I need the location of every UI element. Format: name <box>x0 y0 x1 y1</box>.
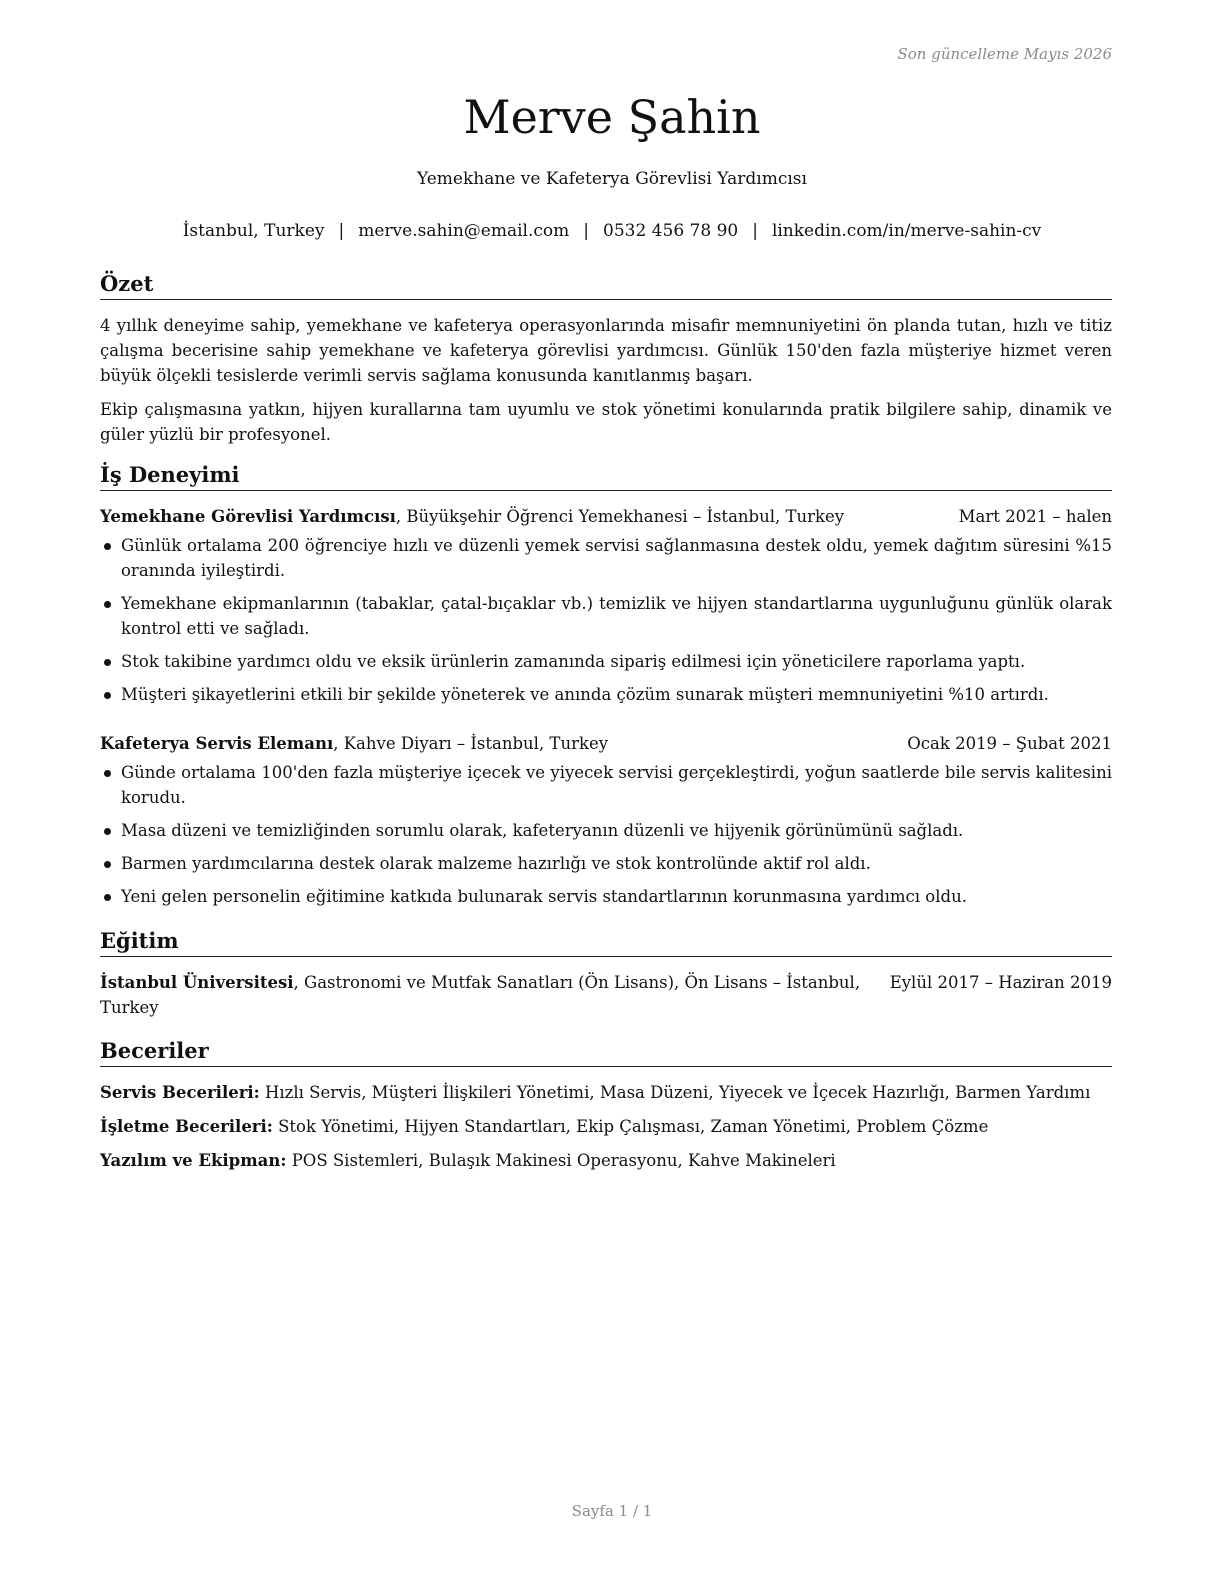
education-entry <box>100 970 1112 1020</box>
bullet-item: Barmen yardımcılarına destek olarak malzeme hazırlığı ve stok kontrolünde aktif rol aldı. <box>100 851 1112 876</box>
job-bullets <box>100 760 1112 909</box>
job-entry <box>100 731 1112 909</box>
job-org: , Kahve Diyarı – İstanbul, Turkey <box>333 734 609 753</box>
job-title-line <box>100 504 844 529</box>
skill-row <box>100 1080 1112 1105</box>
resume-content <box>100 270 1112 1182</box>
separator: | <box>583 221 590 241</box>
job-entry <box>100 504 1112 707</box>
contact-line <box>0 219 1224 243</box>
bullet-item: Günlük ortalama 200 öğrenciye hızlı ve düzenli yemek servisi sağlanmasına destek oldu, yemek dağıtım süresini %15 oranında iyileştirdi. <box>100 533 1112 583</box>
skill-value: Stok Yönetimi, Hijyen Standartları, Ekip Çalışması, Zaman Yönetimi, Problem Çözme <box>272 1117 989 1136</box>
section-title: Eğitim <box>100 927 1112 957</box>
bullet-item: Yemekhane ekipmanlarının (tabaklar, çatal-bıçaklar vb.) temizlik ve hijyen standartlarına uygunluğunu günlük olarak kontrol etti ve sağladı. <box>100 591 1112 641</box>
separator: | <box>338 221 345 241</box>
skills-section <box>100 1037 1112 1173</box>
degree-info: , Gastronomi ve Mutfak Sanatları (Ön Lisans), Ön Lisans – İstanbul, Turkey <box>100 973 861 1017</box>
candidate-name: Merve Şahin <box>463 90 761 144</box>
bullet-item: Stok takibine yardımcı oldu ve eksik ürünlerin zamanında sipariş edilmesi için yöneticilere raporlama yaptı. <box>100 649 1112 674</box>
section-title: Özet <box>100 270 1112 300</box>
summary-paragraph: 4 yıllık deneyime sahip, yemekhane ve kafeterya operasyonlarında misafir memnuniyetini ön planda tutan, hızlı ve titiz çalışma becerisine sahip yemekhane ve kafeterya görevlisi yardımcısı. Günlük 150'den fazla müşteriye hizmet veren büyük ölçekli tesislerde verimli servis sağlama konusunda kanıtlanmış başarı. <box>100 316 1112 385</box>
experience-section <box>100 461 1112 909</box>
job-org: , Büyükşehir Öğrenci Yemekhanesi – İstanbul, Turkey <box>395 507 845 526</box>
job-header <box>100 731 1112 756</box>
education-section <box>100 927 1112 1020</box>
section-title: İş Deneyimi <box>100 461 1112 491</box>
section-title: Beceriler <box>100 1037 1112 1067</box>
education-dates: Eylül 2017 – Haziran 2019 <box>889 973 1112 992</box>
skill-value: Hızlı Servis, Müşteri İlişkileri Yönetimi, Masa Düzeni, Yiyecek ve İçecek Hazırlığı, Barmen Yardımı <box>259 1083 1091 1102</box>
bullet-item: Günde ortalama 100'den fazla müşteriye içecek ve yiyecek servisi gerçekleştirdi, yoğun saatlerde bile servis kalitesini korudu. <box>100 760 1112 810</box>
contact-location: İstanbul, Turkey <box>182 221 325 241</box>
skill-row <box>100 1148 1112 1173</box>
skill-value: POS Sistemleri, Bulaşık Makinesi Operasyonu, Kahve Makineleri <box>286 1151 836 1170</box>
summary-section <box>100 270 1112 447</box>
bullet-item: Masa düzeni ve temizliğinden sorumlu olarak, kafeteryanın düzenli ve hijyenik görünümünü sağladı. <box>100 818 1112 843</box>
contact-linkedin[interactable]: linkedin.com/in/merve-sahin-cv <box>771 221 1042 241</box>
school-name: İstanbul Üniversitesi <box>100 973 294 992</box>
job-role: Kafeterya Servis Elemanı <box>100 734 334 753</box>
last-updated: Son güncelleme Mayıs 2026 <box>897 45 1112 63</box>
skill-row <box>100 1114 1112 1139</box>
bullet-item: Yeni gelen personelin eğitimine katkıda bulunarak servis standartlarının korunmasına yardımcı oldu. <box>100 884 1112 909</box>
job-header <box>100 504 1112 529</box>
summary-paragraph: Ekip çalışmasına yatkın, hijyen kurallarına tam uyumlu ve stok yönetimi konularında pratik bilgilere sahip, dinamik ve güler yüzlü bir profesyonel. <box>100 400 1112 444</box>
job-title-line <box>100 731 608 756</box>
job-bullets <box>100 533 1112 707</box>
bullet-item: Müşteri şikayetlerini etkili bir şekilde yöneterek ve anında çözüm sunarak müşteri memnuniyetini %10 artırdı. <box>100 682 1112 707</box>
skill-label: Servis Becerileri: <box>100 1083 260 1102</box>
separator: | <box>752 221 758 241</box>
contact-phone: 0532 456 78 90 <box>603 221 739 241</box>
job-dates: Mart 2021 – halen <box>958 507 1112 526</box>
contact-email[interactable]: merve.sahin@email.com <box>358 221 570 241</box>
skill-label: İşletme Becerileri: <box>100 1117 273 1136</box>
job-dates: Ocak 2019 – Şubat 2021 <box>907 734 1112 753</box>
skill-label: Yazılım ve Ekipman: <box>100 1151 287 1170</box>
page-number: Sayfa 1 / 1 <box>571 1502 653 1520</box>
job-role: Yemekhane Görevlisi Yardımcısı <box>100 507 396 526</box>
job-headline: Yemekhane ve Kafeterya Görevlisi Yardımcısı <box>417 169 807 189</box>
education-detail <box>100 970 880 1020</box>
